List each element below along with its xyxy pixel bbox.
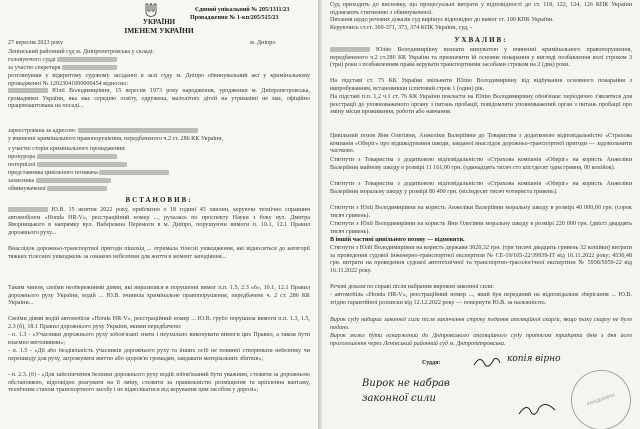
clerk-signature-icon [517, 400, 557, 418]
verdict-page-right [322, 0, 640, 429]
rule-2-3-b: - п. 2.3. (б) - «Для забезпечення безпеки дорожнього руху водій зобов'язаний бути уважним, стежити за дорожньою обстановкою, відповідно реагувати на її зміну, стежити за правильністю розміщення та кріплення вантажу, технічним станом транспортного засобу і не відволікатися від керування цим засобом у дорозі»; [8, 372, 310, 394]
prosecutor-role: прокурора [8, 154, 310, 162]
court-intro: Ленінський районний суд м. Дніпропетровська у складі: [8, 49, 155, 55]
resolution-reject-rest: В іншій частині цивільного позову — відмовити. [330, 237, 465, 243]
verdict-city: м. Дніпро [250, 40, 276, 46]
resolution-expertise-costs: Стягнути з Юлії Володимирівни на користь держави 3020,32 грн. (три тисячі двадцять гривень 32 копійки) витрати за проведення судової інженерно-транспортної експертизи № СЕ-19/105-22/39939-ІТ від 16.11.2022 року; 4530,48 грн. витрати на проведення судової автотехнічної та транспортно-трасологічної експертизи № 5958/5959-22 від 16.11.2022 року. [330, 245, 632, 274]
rule-1-3: - п. 1.3 - «Учасники дорожнього руху зобов'язані знати і неухильно виконувати вимоги цих Правил, а також бути взаємно ввічливими»; [8, 332, 310, 346]
defender-role: захисника [8, 178, 310, 186]
paragraph-3: Таким чином, своїми необережними діями, які виразилися в порушенні вимог п.п. 1.5, 2.3 «б», 10.1, 12.1 Правил дорожнього руху України, водій ... Ю.В. вчинила кримінальне правопорушення, передбачене ч. 2 ст. 286 КК України... [8, 285, 310, 307]
paragraph-2: Внаслідок дорожньо-транспортної пригоди пішохід ... отримала тілесні ушкодження, які відносяться до категорії тяжких тілесних ушкоджень за ознакою небезпеки для життя в момент заподіяння... [8, 246, 310, 260]
representative-role: представника цивільного позивача [8, 170, 310, 178]
resolution-moral-damage-1: Стягнути з Юлії Володимирівни на користь Анжеліки Валеріївни моральну шкоду в розмірі 40 000,00 грн. (сорок тисяч гривень). [330, 205, 632, 219]
resolution-legal-force: Вирок суду набирає законної сили після закінчення строку подання апеляційної скарги, якщо таку скаргу не було подано. [330, 317, 632, 331]
country-heading: УКРАЇНИ [142, 18, 176, 26]
case-proceeding-number: Провадження № 1-кп/205/515/23 [190, 15, 279, 21]
resolution-moral-damage-2: Стягнути з Юлії Володимирівни на користь Яни Олегівни моральну шкоду в розмірі 220 000 грн. (двісті двадцять тисяч гривень). [330, 221, 632, 235]
victim-role: потерпілої [8, 162, 310, 170]
registered-address: зареєстрована за адресою: [8, 128, 310, 136]
court-stamp: КАНЦЕЛЯРІЯ [563, 362, 639, 429]
resolution-property-damage: Стягнути з Товариства з додатковою відповідальністю «Страхова компанія «Оберіг» на користь Анжеліки Валеріївни майнову шкоду в розмірі 11 161,00 грн. (одинадцять тисяч сто шістдесят одна гривня, 00 копійок). [330, 157, 632, 171]
paragraph-1: Ю.В. 15 жовтня 2022 року, приблизно о 18 годині 45 хвилин, керуючи технічно справним автомобілем «Honda HR-V», реєстраційний номер ..., рухалась по проспекту Науки з боку вул. Дмитра Яворницького в напрямку вул. Набережна Перемоги в м. Дніпро, порушуючи вимоги п. 10.1, 12.1 Правил дорожнього руху... [8, 207, 310, 236]
resolution-appeal: Вирок може бути оскаржений до Дніпровського апеляційного суду протягом тридцяти днів з дня його проголошення через Ленінський районний суд м. Дніпропетровська. [330, 333, 632, 347]
judge-label: головуючого судді [8, 57, 308, 65]
secretary-label: за участю секретаря [8, 65, 308, 73]
not-in-force-handwriting-2: законної сили [362, 393, 436, 404]
resolution-guilty: Юлію Володимирівну визнати винуватою у вчиненні кримінального правопорушення, передбаченого ч.2 ст.286 КК України та призначити їй основне покарання у вигляді позбавлення волі строком 3 (три) роки з позбавленням права керувати транспортними засобами строком на 2 (два) роки. [330, 47, 632, 69]
copy-certified-handwriting: копія вірно [507, 354, 561, 364]
verdict-page-left [0, 0, 318, 429]
participants-label: з участю сторін кримінального провадження: [8, 146, 126, 152]
case-unique-number: Єдиний унікальний № 205/1311/23 [195, 7, 290, 13]
costs-paragraph: Суд приходить до висновку, що процесуальні витрати у відповідності до ст. 118, 122, 124, 126 КПК України підлягають стягненню з обвинуваченої. [330, 2, 632, 16]
guided-by-paragraph: Керуючись ст.ст. 369-371, 373, 374 КПК України, суд, - [330, 25, 473, 31]
in-the-name-heading: ІМЕНЕМ УКРАЇНИ [124, 26, 194, 35]
charge-line: у вчиненні кримінального правопорушення, передбаченого ч.2 ст. 286 КК України, [8, 136, 224, 142]
accused-details: Юлії Володимирівни, 15 вересня 1973 року народження, уродженки м. Дніпропетровська, громадянки України, яка має середню освіту, одружена, малолітніх дітей на утриманні не має, офіційно працевлаштована на посаді... [8, 88, 310, 110]
verdict-date: 27 вересня 2023 року [8, 40, 64, 46]
resolution-obligations: На підставі п.п. 1,2 ч.1 ст. 76 КК України покласти на Юлію Володимирівну обов'язки: періодично з'являтися для реєстрації до уповноваженого органу з питань пробації; повідомляти уповноважений орган з питань пробації про зміну місця проживання, роботи або навчання. [330, 94, 632, 116]
resolution-evidence-heading: Речові докази по справі після набрання вироком законної сили: [330, 284, 495, 290]
resolution-civil-claim: Цивільний позов Яни Олегівни, Анжеліки Валеріївни до Товариства з додатковою відповідальністю «Страхова компанія «Оберіг» про відшкодування шкоди, завданої внаслідок дорожньо-транспортної пригоди — задовольнити частково. [330, 133, 632, 155]
rule-1-5: - п. 1.5 - «Дії або бездіяльність учасників дорожнього руху та інших осіб не повинні створювати небезпеку чи перешкоду для руху, загрожувати життю або здоров'ю громадян, завдавати матеріальних збитків»; [8, 348, 310, 362]
evidence-paragraph: Питання щодо речових доказів суд вирішує відповідно до вимог ст. 100 КПК України. [330, 17, 554, 23]
case-review-line: розглянувши у відкритому судовому засіданні в залі суду м. Дніпро обвинувальний акт у кримінальному провадженні № 12023041000000454 відносно: [8, 73, 310, 87]
resolution-probation: На підставі ст. 75 КК України звільнити Юлію Володимирівну від відбування основного покарання з випробуванням, встановивши іспитовий строк 1 (один) рік. [330, 78, 632, 92]
trident-emblem-icon [145, 3, 157, 17]
established-heading: ВСТАНОВИВ: [125, 196, 193, 204]
resolved-heading: УХВАЛИВ: [454, 36, 508, 44]
resolution-car-return: - автомобіль «Honda HR-V», реєстраційний номер ..., який був переданий на відповідальне зберігання ... Ю.В. згідно гарантійної розписки від 12.12.2022 року — повернути Ю.В. за належністю. [330, 292, 632, 306]
not-in-force-handwriting-1: Вирок не набрав [362, 378, 450, 389]
accused-role: обвинуваченої [8, 186, 310, 194]
resolution-moral-damage-insurer: Стягнути з Товариства з додатковою відповідальністю «Страхова компанія «Оберіг» на користь Анжеліки Валеріївни моральну шкоду у розмірі 80 400 грн. (вісімдесят тисяч чотириста гривень). [330, 181, 632, 195]
judge-sign-label: Суддя: [422, 360, 441, 366]
paragraph-4: Своїми діями водій автомобіля «Honda HR-V», реєстраційний номер ... Ю.В. грубо порушила вимоги п.п. 1.3, 1.5, 2.3 (б), 18.1 Правил дорожнього руху України, якими передбачено: [8, 316, 310, 330]
judge-signature-icon [472, 353, 502, 369]
